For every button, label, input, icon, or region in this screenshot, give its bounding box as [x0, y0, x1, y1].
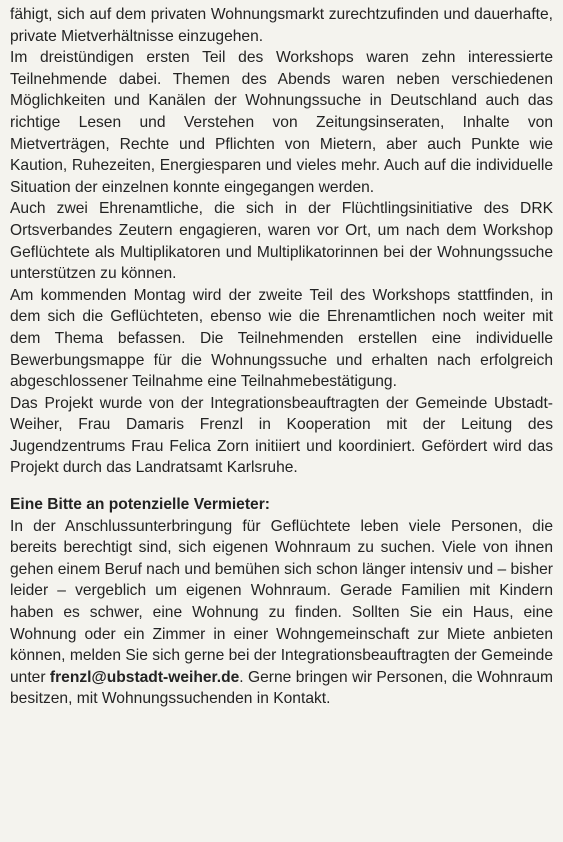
contact-email-link[interactable]: frenzl@ubstadt-weiher.de	[49, 668, 240, 686]
section-heading: Eine Bitte an potenzielle Vermieter:	[10, 496, 270, 514]
paragraph-workshop-part-two: Am kommenden Montag wird der zweite Teil des Workshops stattfinden, in dem sich die Geflüchteten, ebenso wie die Ehrenamtlichen noch weiter mit dem Thema befassen. Die Teilnehmenden erstellen eine individuelle Bewerbungsmappe für die Wohnungssuche und erhalten nach erfolgreich abgeschlossener Teilnahme eine Teilnahmebestätigung.	[10, 286, 553, 391]
landlord-request-text: In der Anschlussunterbringung für Geflüchtete leben viele Personen, die bereits berechtigt sind, sich eigenen Wohnraum zu suchen. Viele von ihnen gehen einem Beruf nach und bemühen sich schon länger intensiv und – bisher leider – vergeblich um eigenen Wohnraum. Gerade Familien mit Kindern haben es schwer, eine Wohnung zu finden. Sollten Sie ein Haus, eine Wohnung oder ein Zimmer in einer Wohngemeinschaft zur Miete anbieten können, melden Sie sich gerne bei der Integrationsbeauftragten der Gemeinde unter	[10, 517, 553, 686]
paragraph-project-funding: Das Projekt wurde von der Integrationsbeauftragten der Gemeinde Ubstadt-Weiher, Frau Damaris Frenzl in Kooperation mit der Leitung des Jugendzentrums Frau Felica Zorn initiiert und koordiniert. Gefördert wird das Projekt durch das Landratsamt Karlsruhe.	[10, 394, 553, 477]
paragraph-intro: fähigt, sich auf dem privaten Wohnungsmarkt zurechtzufinden und dauerhafte, private Mietverhältnisse einzugehen.	[10, 6, 553, 45]
paragraph-workshop-part-one: Im dreistündigen ersten Teil des Workshops waren zehn interessierte Teilnehmende dabei. Themen des Abends waren neben verschiedenen Möglichkeiten und Kanälen der Wohnungssuche in Deutschland auch das richtige Lesen und Verstehen von Zeitungsinseraten, Inhalte von Mietverträgen, Rechte und Pflichten von Mietern, aber auch Punkte wie Kaution, Ruhezeiten, Energiesparen und vieles mehr. Auch auf die individuelle Situation der einzelnen konnte eingegangen werden.	[10, 49, 553, 196]
paragraph-landlord-request	[10, 516, 553, 710]
landlord-request-closing: . Gerne bringen wir Personen, die Wohnraum besitzen, mit Wohnungssuchenden in Kontakt.	[10, 668, 553, 708]
paragraph-volunteers: Auch zwei Ehrenamtliche, die sich in der Flüchtlingsinitiative des DRK Ortsverbandes Zeutern engagieren, waren vor Ort, um nach dem Workshop Geflüchtete als Multiplikatoren und Multiplikatorinnen bei der Wohnungssuche unterstützen zu können.	[10, 200, 553, 283]
